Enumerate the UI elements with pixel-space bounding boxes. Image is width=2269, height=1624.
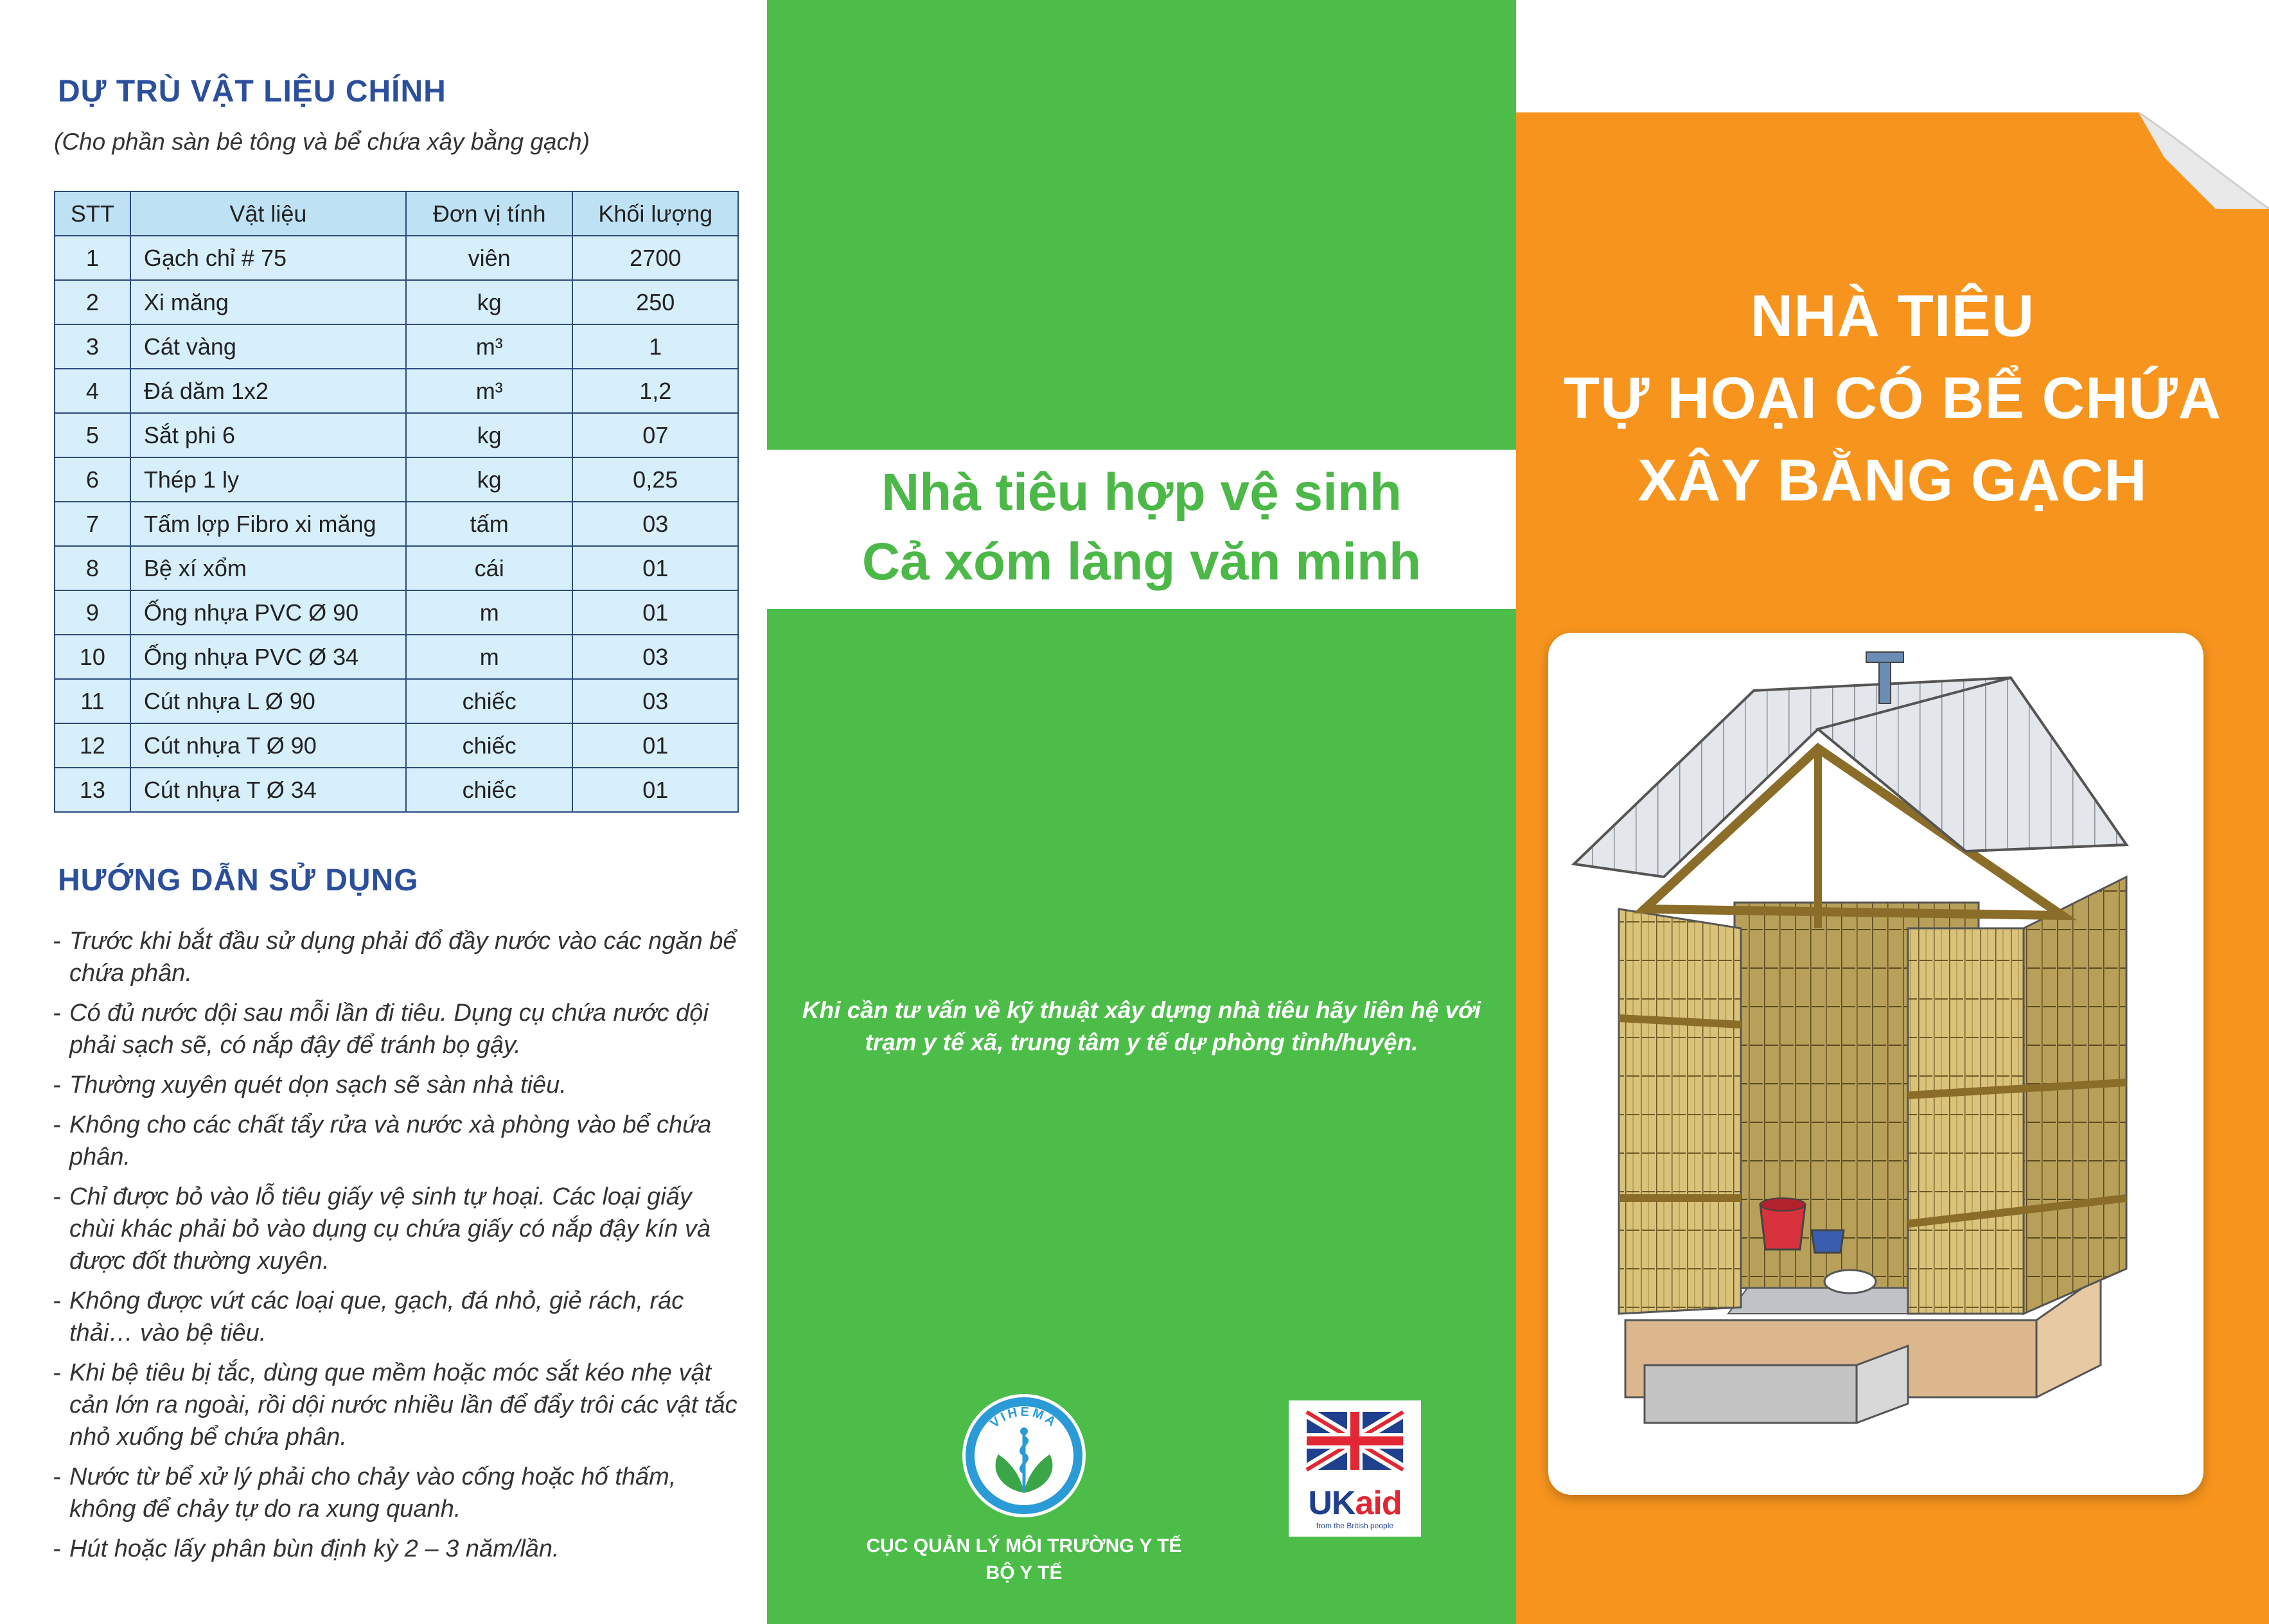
- row-stt: 12: [55, 723, 130, 768]
- bamboo-latrine-illustration: [1548, 633, 2203, 1495]
- row-material: Cút nhựa T Ø 34: [130, 768, 406, 812]
- row-unit: m: [406, 590, 573, 635]
- row-stt: 7: [55, 502, 130, 546]
- row-stt: 4: [55, 369, 130, 413]
- vihema-logo-icon: [960, 1391, 1088, 1520]
- row-unit: chiếc: [406, 679, 573, 723]
- row-quantity: 1: [572, 324, 738, 369]
- row-stt: 3: [55, 324, 130, 369]
- table-row: [55, 413, 738, 457]
- guide-item: - Trước khi bắt đầu sử dụng phải đổ đầy nước vào các ngăn bể chứa phân.: [53, 925, 739, 989]
- row-material: Xi măng: [130, 280, 406, 324]
- slogan-line-2: Cả xóm làng văn minh: [861, 533, 1422, 591]
- row-quantity: 0,25: [572, 457, 738, 502]
- row-stt: 11: [55, 679, 130, 723]
- row-quantity: 250: [572, 280, 738, 324]
- row-material: Thép 1 ly: [130, 457, 406, 502]
- row-stt: 2: [55, 280, 130, 324]
- table-row: [55, 679, 738, 723]
- header-unit: Đơn vị tính: [406, 191, 573, 236]
- guide-list: [53, 925, 739, 1573]
- row-unit: cái: [406, 546, 573, 590]
- cover-title-line-1: NHÀ TIÊU: [1750, 283, 2035, 349]
- row-stt: 10: [55, 635, 130, 679]
- ukaid-uk: UK: [1308, 1485, 1355, 1522]
- table-row: [55, 457, 738, 502]
- guide-item: - Không cho các chất tẩy rửa và nước xà phòng vào bể chứa phân.: [53, 1109, 739, 1173]
- row-material: Ống nhựa PVC Ø 90: [130, 590, 406, 635]
- cover-title-line-3: XÂY BẰNG GẠCH: [1638, 448, 2148, 513]
- slogan-band: [767, 450, 1516, 609]
- row-stt: 6: [55, 457, 130, 502]
- table-row: [55, 768, 738, 812]
- row-material: Bệ xí xổm: [130, 546, 406, 590]
- ukaid-wordmark: [1289, 1484, 1421, 1522]
- row-material: Cút nhựa T Ø 90: [130, 723, 406, 768]
- row-unit: m³: [406, 369, 573, 413]
- header-quantity: Khối lượng: [572, 191, 738, 236]
- front-cover-panel: [1516, 0, 2269, 1624]
- table-row: [55, 590, 738, 635]
- guide-item: - Thường xuyên quét dọn sạch sẽ sàn nhà tiêu.: [53, 1069, 739, 1101]
- guide-title: HƯỚNG DẪN SỬ DỤNG: [58, 863, 419, 897]
- row-quantity: 03: [572, 635, 738, 679]
- materials-title: DỰ TRÙ VẬT LIỆU CHÍNH: [58, 75, 446, 109]
- row-quantity: 2700: [572, 236, 738, 280]
- guide-item: - Không được vứt các loại que, gạch, đá nhỏ, giẻ rách, rác thải… vào bệ tiêu.: [53, 1285, 739, 1349]
- cover-title-line-2: TỰ HOẠI CÓ BỂ CHỨA: [1563, 366, 2222, 431]
- header-stt: STT: [55, 191, 130, 236]
- table-row: [55, 635, 738, 679]
- ukaid-aid: aid: [1355, 1485, 1402, 1522]
- row-material: Đá dăm 1x2: [130, 369, 406, 413]
- page-curl-icon: [2139, 112, 2269, 209]
- row-material: Ống nhựa PVC Ø 34: [130, 635, 406, 679]
- table-header-row: [55, 191, 738, 236]
- row-material: Tấm lợp Fibro xi măng: [130, 502, 406, 546]
- row-material: Cút nhựa L Ø 90: [130, 679, 406, 723]
- agency-name: CỤC QUẢN LÝ MÔI TRƯỜNG Y TẾ: [866, 1535, 1182, 1557]
- ministry-name: BỘ Y TẾ: [985, 1562, 1063, 1584]
- vihema-logo-text: VIHEMA: [987, 1404, 1061, 1431]
- guide-item: - Hút hoặc lấy phân bùn định kỳ 2 – 3 năm/lần.: [53, 1533, 739, 1565]
- row-unit: tấm: [406, 502, 573, 546]
- row-unit: m³: [406, 324, 573, 369]
- row-unit: chiếc: [406, 723, 573, 768]
- row-unit: kg: [406, 457, 573, 502]
- guide-item: - Khi bệ tiêu bị tắc, dùng que mềm hoặc móc sắt kéo nhẹ vật cản lớn ra ngoài, rồi dội nước nhiều lần để đẩy trôi các vật tắc nhỏ xuống bể chứa phân.: [53, 1357, 739, 1453]
- table-row: [55, 546, 738, 590]
- row-quantity: 1,2: [572, 369, 738, 413]
- row-quantity: 01: [572, 723, 738, 768]
- slogan-line-1: Nhà tiêu hợp vệ sinh: [881, 463, 1402, 522]
- table-row: [55, 280, 738, 324]
- union-flag-icon: [1289, 1400, 1421, 1481]
- row-quantity: 01: [572, 768, 738, 812]
- ukaid-tagline: from the British people: [1316, 1521, 1394, 1530]
- row-unit: viên: [406, 236, 573, 280]
- row-stt: 8: [55, 546, 130, 590]
- row-stt: 1: [55, 236, 130, 280]
- header-material: Vật liệu: [130, 191, 406, 236]
- illustration-card: [1548, 633, 2203, 1495]
- table-row: [55, 723, 738, 768]
- row-quantity: 07: [572, 413, 738, 457]
- row-material: Sắt phi 6: [130, 413, 406, 457]
- back-cover-panel: [767, 0, 1516, 1624]
- ukaid-logo: [1289, 1400, 1421, 1537]
- guide-item: - Nước từ bể xử lý phải cho chảy vào cống hoặc hố thấm, không để chảy tự do ra xung quanh.: [53, 1461, 739, 1525]
- contact-note: Khi cần tư vấn về kỹ thuật xây dựng nhà tiêu hãy liên hệ với trạm y tế xã, trung tâm y tế dự phòng tỉnh/huyện.: [802, 997, 1481, 1055]
- table-row: [55, 324, 738, 369]
- row-stt: 13: [55, 768, 130, 812]
- guide-item: - Có đủ nước dội sau mỗi lần đi tiêu. Dụng cụ chứa nước dội phải sạch sẽ, có nắp đậy để tránh bọ gậy.: [53, 997, 739, 1061]
- row-quantity: 03: [572, 502, 738, 546]
- table-row: [55, 369, 738, 413]
- row-unit: kg: [406, 280, 573, 324]
- row-material: Cát vàng: [130, 324, 406, 369]
- row-stt: 9: [55, 590, 130, 635]
- row-quantity: 01: [572, 546, 738, 590]
- row-unit: kg: [406, 413, 573, 457]
- row-unit: m: [406, 635, 573, 679]
- materials-table: [54, 191, 739, 813]
- materials-subtitle: (Cho phần sàn bê tông và bể chứa xây bằng gạch): [54, 128, 590, 155]
- materials-panel: [0, 0, 767, 1624]
- row-stt: 5: [55, 413, 130, 457]
- table-row: [55, 236, 738, 280]
- row-quantity: 01: [572, 590, 738, 635]
- table-row: [55, 502, 738, 546]
- row-quantity: 03: [572, 679, 738, 723]
- guide-item: - Chỉ được bỏ vào lỗ tiêu giấy vệ sinh tự hoại. Các loại giấy chùi khác phải bỏ vào dụng cụ chứa giấy có nắp đậy kín và được đốt thường xuyên.: [53, 1181, 739, 1277]
- row-unit: chiếc: [406, 768, 573, 812]
- row-material: Gạch chỉ # 75: [130, 236, 406, 280]
